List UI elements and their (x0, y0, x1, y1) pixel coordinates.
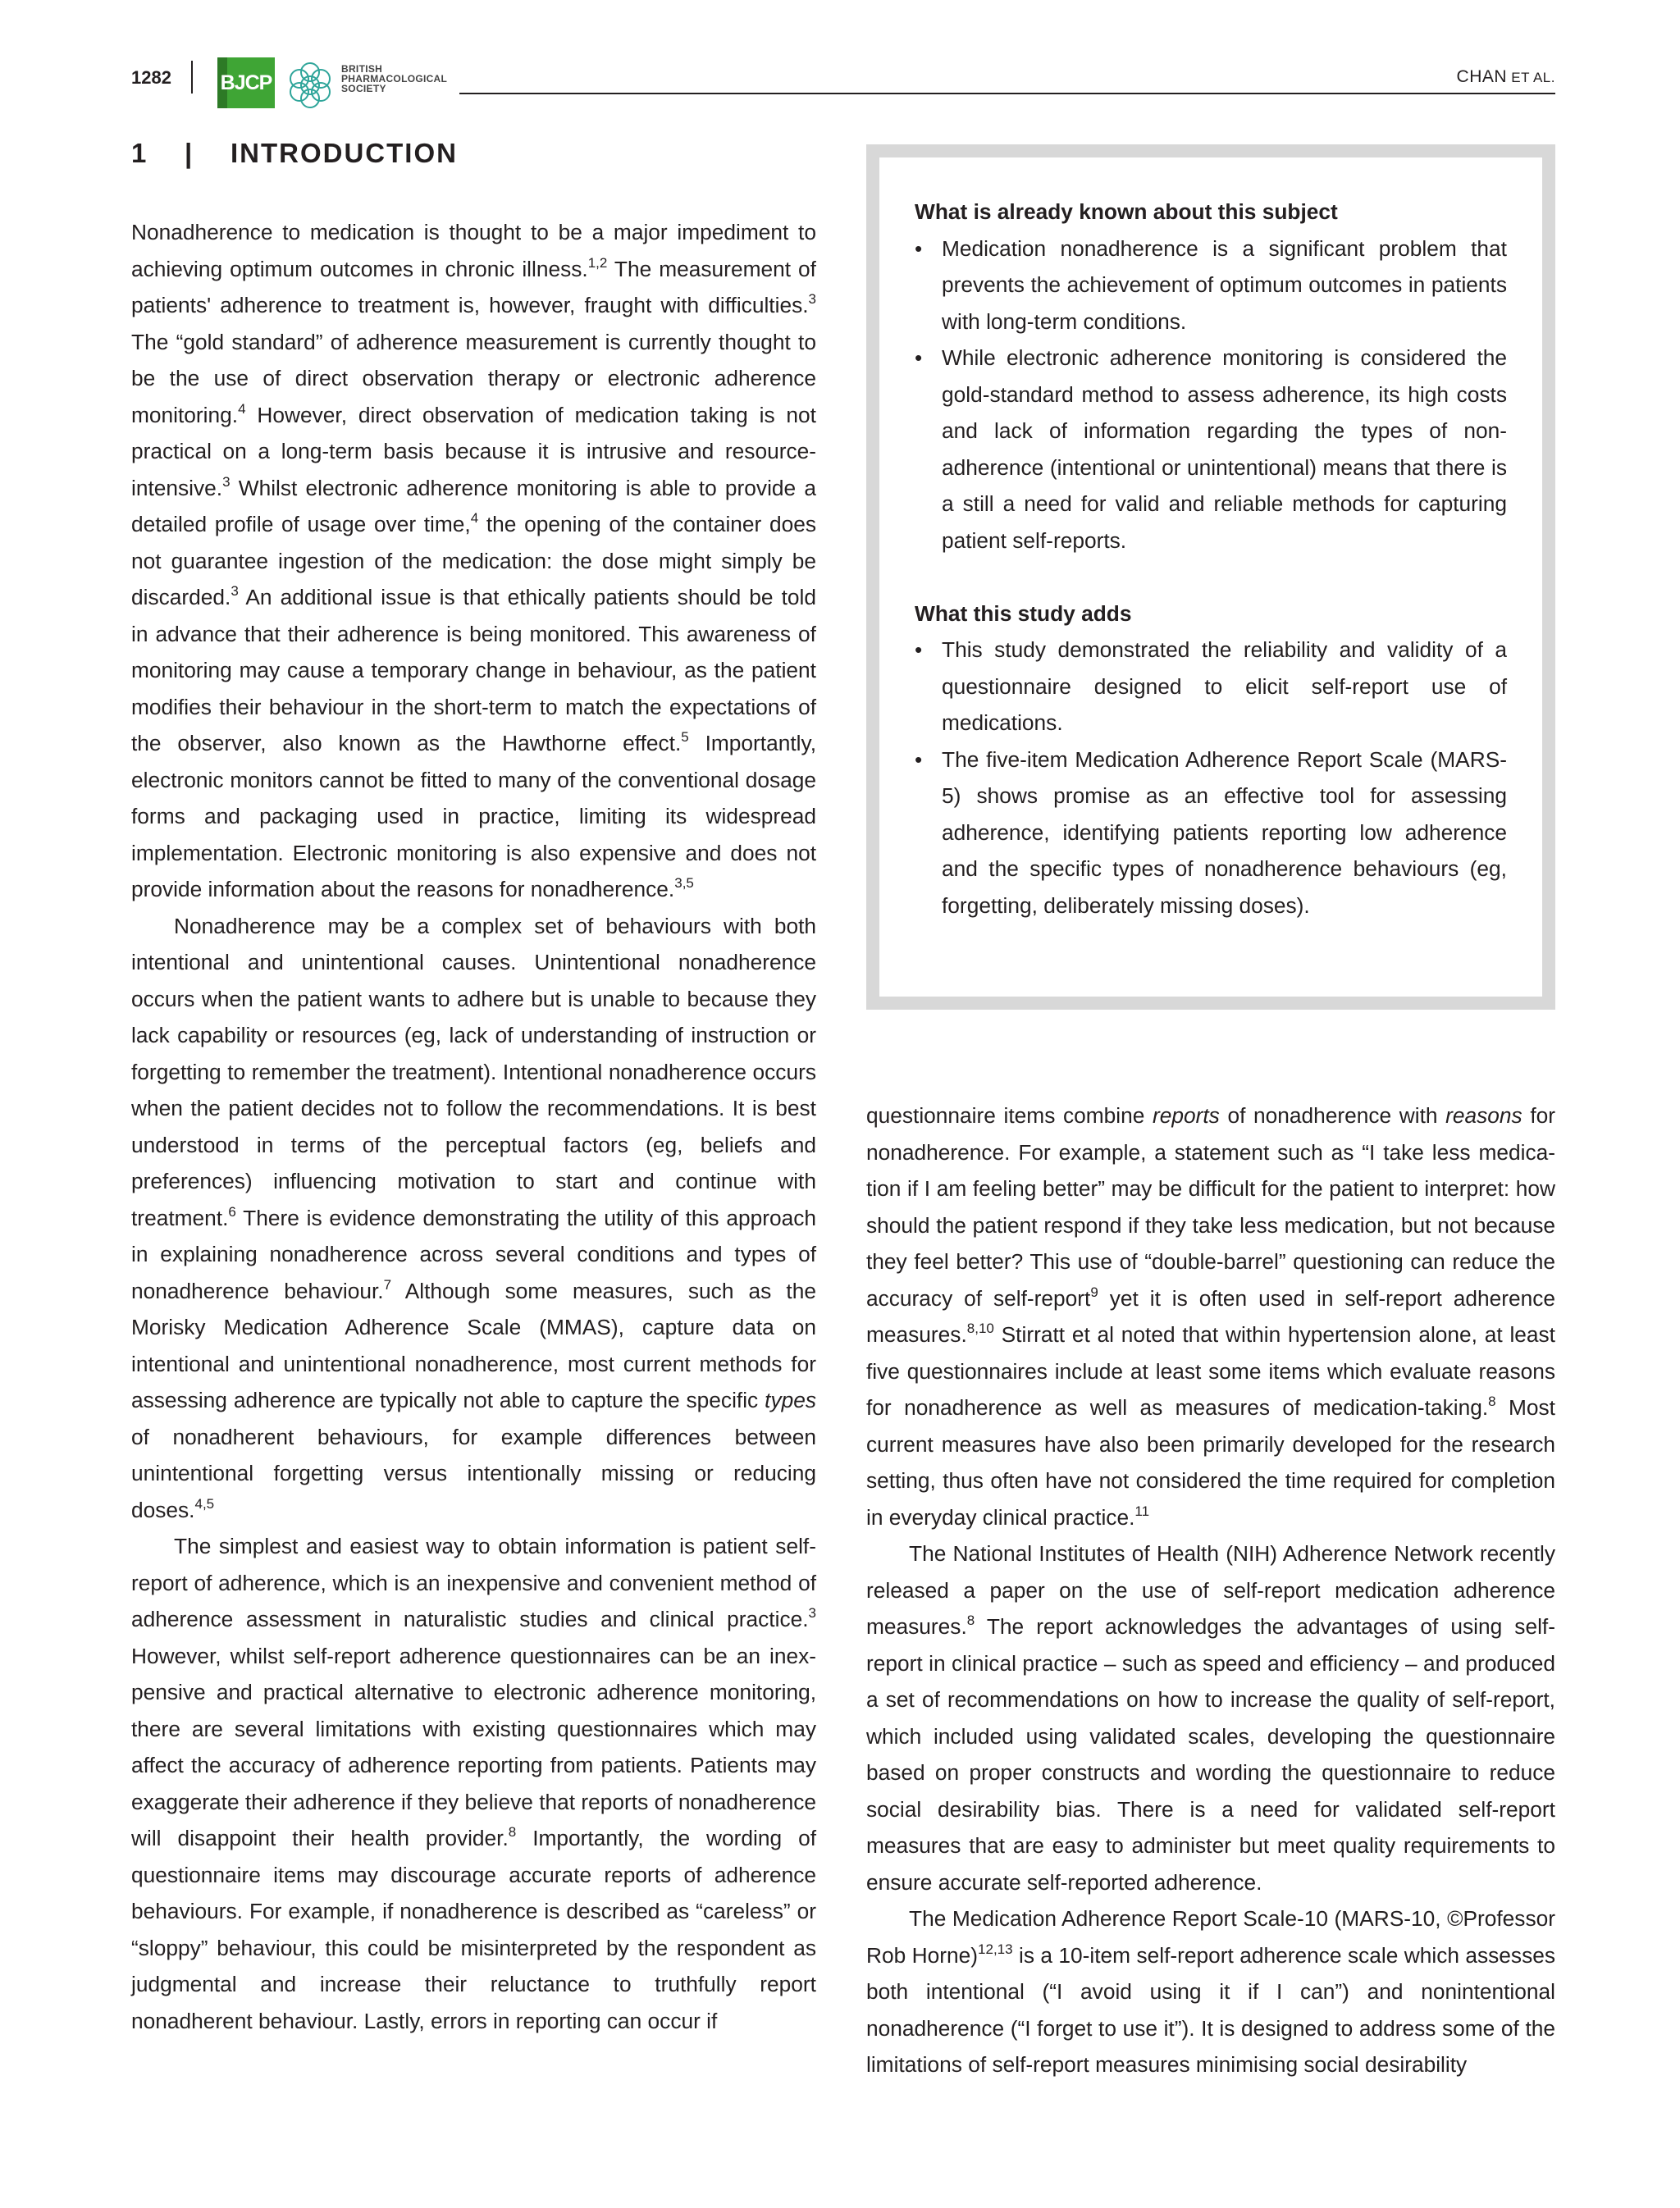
citation[interactable]: 6 (228, 1203, 236, 1220)
society-name (341, 64, 447, 94)
citation[interactable]: 8 (1488, 1394, 1496, 1409)
header-rule (459, 93, 1555, 94)
citation[interactable]: 1,2 (587, 254, 608, 271)
text-run: Nonadherence to medication is thought to be a major impediment to achieving optimum outcomes in chronic illness. (131, 220, 816, 281)
citation[interactable]: 7 (383, 1276, 392, 1293)
citation[interactable]: 3 (808, 1605, 816, 1621)
citation[interactable]: 3,5 (674, 875, 694, 891)
text-run: is a 10-item self-report adherence scale which assesses both intentional (“I avoid using it if I can”) and nonintentional nonadherence (“I forget to use it”). It is designed to address some of the limitations of self-report measures minimising social desirability (866, 1942, 1555, 2077)
emphasis: reports (1152, 1103, 1220, 1128)
text-run: However, whilst self-report adherence questionnaires can be an inexpensive and practical alternative to electronic adherence monitoring, there are several limitations with existing questionnaires which may affect the accuracy of adherence reporting from patients. Patients may exaggerate their adherence if they believe that reports of nonadherence will disappoint their health provider. (131, 1643, 816, 1850)
body-paragraph (866, 1535, 1555, 1900)
citation[interactable]: 8,10 (966, 1321, 994, 1336)
society-name-line: PHARMACOLOGICAL (341, 73, 448, 84)
bullet-icon: • (915, 345, 923, 370)
adds-list (915, 632, 1507, 924)
text-run: Stirratt et al noted that within hypertension alone, at least five questionnaires include at least some items which evaluate reasons for nonadherence as well as measures of medication-taking. (866, 1322, 1555, 1420)
body-paragraph (131, 1528, 816, 2039)
left-column (131, 214, 816, 2039)
citation[interactable]: 11 (1134, 1503, 1150, 1519)
text-run: of nonadherence with (1219, 1103, 1446, 1128)
right-column (866, 1097, 1555, 2083)
citation[interactable]: 12,13 (978, 1941, 1013, 1957)
text-run: Whilst electronic adherence monitoring is able to provide a detailed profile of usage over time, (131, 475, 816, 536)
citation[interactable]: 8 (966, 1613, 975, 1628)
adds-heading: What this study adds (915, 600, 1132, 626)
body-paragraph (866, 1097, 1555, 1535)
bjcp-logo (217, 57, 275, 108)
body-paragraph (866, 1900, 1555, 2083)
text-run: Most current measures have also been primarily developed for the research setting, thus often have not considered the time required for completion in everyday clinical practice. (866, 1395, 1555, 1530)
known-heading: What is already known about this subject (915, 199, 1338, 224)
bps-emblem-icon (283, 61, 337, 110)
citation[interactable]: 3 (222, 473, 231, 490)
bjcp-logo-text: BJCP (220, 71, 272, 94)
text-run: The measurement of patients' adherence to treatment is, however, fraught with difficulties. (131, 256, 816, 317)
text-run: Although some measures, such as the Morisky Medication Adherence Scale (MMAS), capture data on intentional and unintentional nonadherence, most current methods for assessing adherence are typically not able to capture the specific (131, 1278, 816, 1412)
section-heading (131, 138, 458, 169)
known-list (915, 230, 1507, 559)
text-run: The simplest and easiest way to obtain information is patient self-report of adherence, which is an inexpensive and convenient method of adherence assessment in naturalistic studies and clinical practice. (131, 1534, 816, 1631)
list-item-text: This study demonstrated the reliability and validity of a questionnaire designed to elicit self-report use of medications. (942, 637, 1507, 735)
citation[interactable]: 4 (470, 510, 479, 526)
text-run: of nonadherent behaviours, for example differences between unintentional forgetting versus intentionally missing or reducing doses. (131, 1424, 816, 1522)
citation[interactable]: 8 (508, 1824, 517, 1840)
text-run: An additional issue is that ethically patients should be told in advance that their adherence is being monitored. This awareness of monitoring may cause a temporary change in behaviour, as the patient modifies their behaviour in the short-term to match the expectations of the observer, also known as the Hawthorne effect. (131, 585, 816, 755)
emphasis: types (765, 1388, 816, 1412)
list-item-text: While electronic adherence monitoring is considered the gold-standard method to assess adherence, its high costs and lack of information regarding the types of nonadherence (intentional or unintentional) means that there is a still a need for valid and reliable methods for capturing patient self-reports. (942, 345, 1507, 553)
bullet-icon: • (915, 637, 923, 662)
emphasis: reasons (1445, 1103, 1522, 1128)
list-item (915, 230, 1507, 340)
list-item (915, 741, 1507, 924)
society-name-line: SOCIETY (341, 83, 386, 94)
citation[interactable]: 3 (808, 291, 816, 307)
text-run: There is evidence demonstrating the utility of this approach in explaining nonadherence across several conditions and types of nonadherence behaviour. (131, 1205, 816, 1303)
page-number: 1282 (131, 67, 171, 88)
running-head-suffix: ET AL. (1507, 70, 1555, 85)
text-run: Importantly, the wording of questionnaire items may discourage accurate reports of adherence behaviours. For example, if nonadherence is described as “careless” or “sloppy” behaviour, this could be misinterpreted by the respondent as judgmental and increase their reluctance to truthfully report nonadherent behaviour. Lastly, errors in reporting can occur if (131, 1826, 816, 2033)
body-paragraph (131, 214, 816, 908)
key-points-box (866, 144, 1555, 1010)
section-number: 1 (131, 138, 148, 168)
citation[interactable]: 4,5 (194, 1495, 215, 1512)
list-item (915, 340, 1507, 559)
citation[interactable]: 4 (238, 400, 246, 417)
body-paragraph (131, 908, 816, 1529)
box-spacer (915, 559, 1507, 595)
text-run: However, direct observation of medication taking is not practical on a long-term basis because it is intrusive and resource-intensive. (131, 402, 816, 500)
list-item-text: Medication nonadherence is a significant problem that prevents the achievement of optimum outcomes in patients with long-term conditions. (942, 235, 1507, 334)
list-item-text: The five-item Medication Adherence Report Scale (MARS-5) shows promise as an effective tool for assessing adherence, identifying patients reporting low adherence and the specific types of nonadherence behaviours (eg, forgetting, deliberately missing doses). (942, 746, 1507, 918)
text-run: for nonadherence. For example, a statement such as “I take less medication if I am feeling better” may be difficult for the patient to interpret: how should the patient respond if they take less medication, but not because they feel better? This use of “double-barrel” questioning can reduce the accuracy of self-report (866, 1103, 1556, 1311)
bullet-icon: • (915, 746, 923, 772)
society-name-line: BRITISH (341, 63, 383, 75)
text-run: The Medication Adherence Report Scale-10 (MARS-10, ©Professor Rob Horne) (866, 1906, 1555, 1968)
section-title: INTRODUCTION (230, 138, 458, 168)
text-run: The “gold standard” of adherence measurement is currently thought to be the use of direct observation therapy or electronic adherence monitoring. (131, 329, 816, 427)
citation[interactable]: 3 (231, 583, 239, 599)
bullet-icon: • (915, 235, 923, 261)
header-divider (191, 61, 193, 94)
text-run: The report acknowledges the advantages of using self-report in clinical practice – such as speed and efficiency – and produced a set of recommendations on how to increase the quality of self-report, which included using validated scales, developing the questionnaire based on proper constructs and wording the questionnaire to reduce social desirability bias. There is a need for validated self-report measures that are easy to administer but meet quality requirements to ensure accurate self-reported adherence. (866, 1614, 1555, 1895)
page-header (131, 57, 1555, 115)
citation[interactable]: 5 (681, 729, 689, 745)
text-run: Importantly, electronic monitors cannot be fitted to many of the conventional dosage forms and packaging used in practice, limiting its widespread implementation. Electronic monitoring is also expensive and does not provide information about the reasons for nonadherence. (131, 731, 816, 901)
text-run: the opening of the container does not guarantee ingestion of the medication: the dose might simply be discarded. (131, 512, 816, 609)
text-run: questionnaire items combine (866, 1103, 1153, 1128)
list-item (915, 632, 1507, 741)
running-head (1457, 67, 1555, 87)
citation[interactable]: 9 (1090, 1284, 1098, 1300)
text-run: The National Institutes of Health (NIH) Adherence Network recently released a paper on the use of self-report medication adherence measures. (866, 1541, 1555, 1639)
text-run: yet it is often used in self-report adherence measures. (866, 1285, 1555, 1347)
running-head-author: CHAN (1456, 67, 1508, 86)
text-run: Nonadherence may be a complex set of behaviours with both intentional and unintentional causes. Unintentional nonadherence occurs when the patient wants to adhere but is unable to because they lack capability or resources (eg, lack of understanding of instruction or forgetting to remember the treatment). Intentional nonadherence occurs when the patient decides not to follow the recommendations. It is best understood in terms of the perceptual factors (eg, beliefs and preferences) influencing motivation to start and continue with treatment. (131, 913, 816, 1230)
section-separator: | (185, 138, 194, 168)
